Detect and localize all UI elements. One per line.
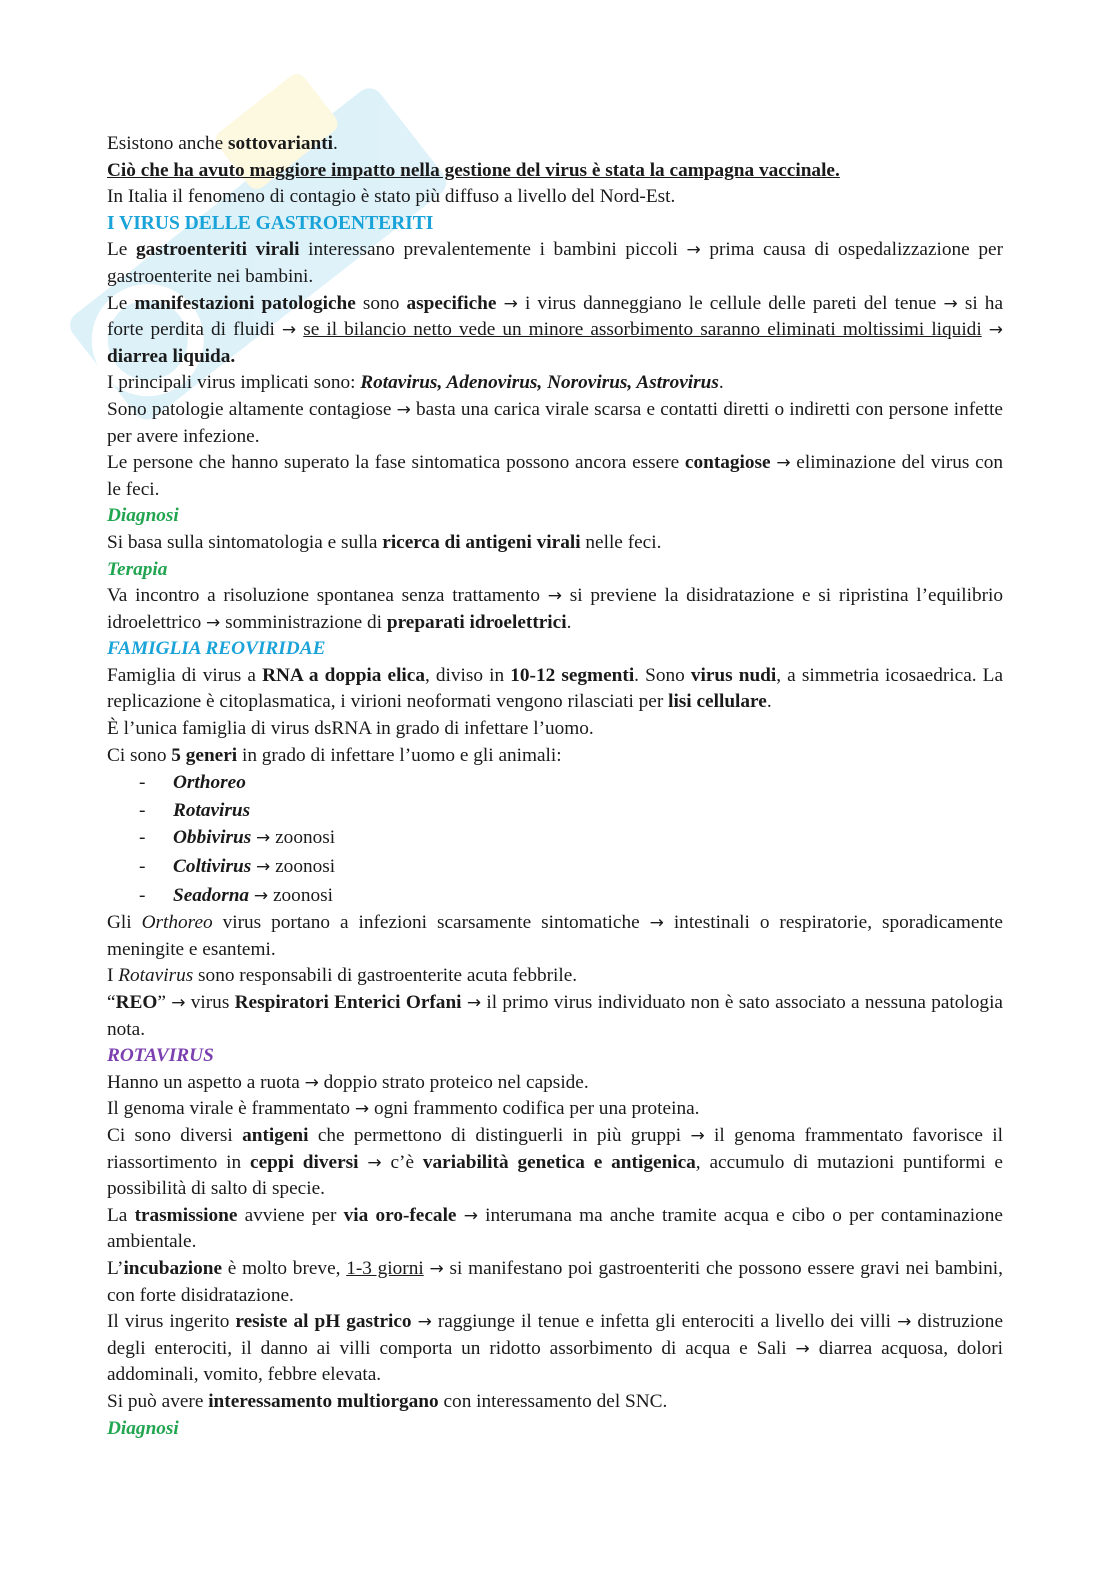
arrow-icon: → <box>943 293 958 314</box>
arrow-icon: → <box>256 828 271 849</box>
subheading-diagnosi: Diagnosi <box>107 505 179 527</box>
list-item: - Coltivirus → zoonosi <box>139 856 336 878</box>
section-heading-reoviridae: FAMIGLIA REOVIRIDAE <box>107 638 326 660</box>
paragraph: Le manifestazioni patologiche sono aspecifiche → i virus danneggiano le cellule delle pareti del tenue → si ha forte perdita di fluidi → se il bilancio netto vede un minore assorbimento saranno eliminati moltissimi liquidi → diarrea liquida. <box>107 292 1004 367</box>
arrow-icon: → <box>795 1338 810 1359</box>
arrow-icon: → <box>171 993 186 1013</box>
paragraph: Va incontro a risoluzione spontanea senza trattamento → si previene la disidratazione e si ripristina l’equilibrio idroelettrico → somministrazione di preparati idroelettrici. <box>107 585 1004 633</box>
arrow-icon: → <box>686 240 701 261</box>
vaccination-statement: Ciò che ha avuto maggiore impatto nella gestione del virus è stata la campagna vaccinale. <box>107 159 840 181</box>
paragraph: Hanno un aspetto a ruota → doppio strato proteico nel capside. <box>107 1071 589 1093</box>
arrow-icon: → <box>547 586 562 607</box>
arrow-icon: → <box>649 913 664 934</box>
paragraph: L’incubazione è molto breve, 1-3 giorni → si manifestano poi gastroenteriti che possono essere gravi nei bambini, con forte disidratazione. <box>107 1257 1003 1306</box>
subheading-diagnosi-rotavirus: Diagnosi <box>107 1417 179 1439</box>
document-page <box>107 131 1003 1442</box>
paragraph: È l’unica famiglia di virus dsRNA in grado di infettare l’uomo. <box>107 718 594 740</box>
list-item: - Rotavirus <box>139 799 251 821</box>
arrow-icon: → <box>690 1125 705 1146</box>
paragraph: Le persone che hanno superato la fase sintomatica possono ancora essere contagiose → eliminazione del virus con le feci. <box>107 452 1003 500</box>
arrow-icon: → <box>988 320 1003 341</box>
arrow-icon: → <box>396 399 411 420</box>
paragraph: Esistono anche sottovarianti. <box>107 133 338 154</box>
arrow-icon: → <box>466 993 482 1013</box>
list-item: - Orthoreo <box>139 772 246 794</box>
arrow-icon: → <box>253 885 269 906</box>
arrow-icon: → <box>304 1072 319 1093</box>
section-heading-gastroenteriti: I VIRUS DELLE GASTROENTERITI <box>107 212 434 234</box>
paragraph: Ci sono 5 generi in grado di infettare l’uomo e gli animali: <box>107 744 562 766</box>
arrow-icon: → <box>256 857 271 878</box>
arrow-icon: → <box>206 612 221 633</box>
paragraph: La trasmissione avviene per via oro-fecale → interumana ma anche tramite acqua e cibo o per contaminazione ambientale. <box>107 1204 1003 1253</box>
paragraph: I Rotavirus sono responsabili di gastroenterite acuta febbrile. <box>107 965 578 987</box>
paragraph: Il virus ingerito resiste al pH gastrico → raggiunge il tenue e infetta gli enterociti a livello dei villi → distruzione degli enterociti, il danno ai villi comporta un ridotto assorbimento di acqua e Sali → diarrea acquosa, dolori addominali, vomito, febbre elevata. <box>107 1311 1004 1386</box>
arrow-icon: → <box>429 1258 444 1279</box>
arrow-icon: → <box>776 453 791 474</box>
paragraph: Ci sono diversi antigeni che permettono di distinguerli in più gruppi → il genoma frammentato favorisce il riassortimento in ceppi diversi → c’è variabilità genetica e antigenica, accumulo di mutazioni puntiformi e possibilità di salto di specie. <box>107 1124 1003 1200</box>
paragraph: Si può avere interessamento multiorgano con interessamento del SNC. <box>107 1390 668 1412</box>
list-item: - Obbivirus → zoonosi <box>139 827 336 849</box>
paragraph: Il genoma virale è frammentato → ogni frammento codifica per una proteina. <box>107 1098 700 1120</box>
list-item: - Seadorna → zoonosi <box>139 884 333 906</box>
genera-list <box>107 769 1003 910</box>
arrow-icon: → <box>897 1312 912 1333</box>
arrow-icon: → <box>367 1152 382 1173</box>
arrow-icon: → <box>281 320 297 341</box>
paragraph: Le gastroenteriti virali interessano prevalentemente i bambini piccoli → prima causa di ospedalizzazione per gastroenterite nei bambini. <box>107 239 1003 287</box>
arrow-icon: → <box>354 1099 370 1120</box>
paragraph: Famiglia di virus a RNA a doppia elica, diviso in 10-12 segmenti. Sono virus nudi, a simmetria icosaedrica. La replicazione è citoplasmatica, i virioni neoformati vengono rilasciati per lisi cellulare. <box>107 664 1004 713</box>
paragraph: “REO” → virus Respiratori Enterici Orfani → il primo virus individuato non è sato associato a nessuna patologia nota. <box>107 992 1003 1040</box>
arrow-icon: → <box>417 1312 432 1333</box>
paragraph: I principali virus implicati sono: Rotavirus, Adenovirus, Norovirus, Astrovirus. <box>107 372 724 394</box>
arrow-icon: → <box>463 1205 478 1226</box>
subheading-terapia: Terapia <box>107 558 168 580</box>
paragraph: Gli Orthoreo virus portano a infezioni scarsamente sintomatiche → intestinali o respiratorie, sporadicamente meningite e esantemi. <box>107 912 1003 960</box>
paragraph: Sono patologie altamente contagiose → basta una carica virale scarsa e contatti diretti o indiretti con persone infette per avere infezione. <box>107 398 1003 447</box>
paragraph: In Italia il fenomeno di contagio è stato più diffuso a livello del Nord-Est. <box>107 186 676 208</box>
section-heading-rotavirus: ROTAVIRUS <box>107 1045 214 1067</box>
paragraph: Si basa sulla sintomatologia e sulla ricerca di antigeni virali nelle feci. <box>107 531 662 553</box>
arrow-icon: → <box>503 293 518 314</box>
